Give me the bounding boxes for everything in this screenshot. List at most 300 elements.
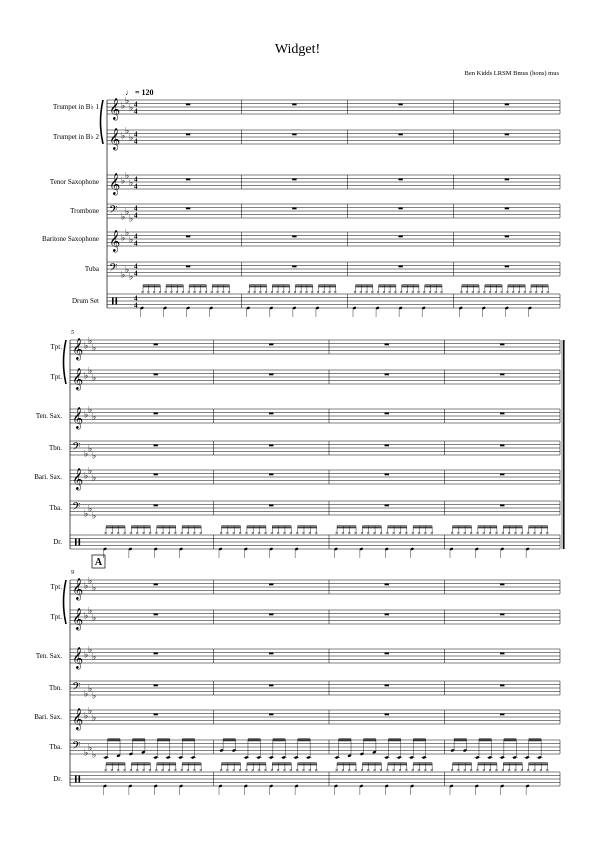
instrument-label: Tenor Saxophone (49, 178, 99, 186)
whole-rest-icon (154, 474, 158, 476)
hihat-note: × (422, 290, 427, 296)
whole-rest-icon (385, 505, 389, 507)
whole-rest-icon (385, 653, 389, 655)
hihat-note: × (470, 290, 475, 296)
hihat-note: × (154, 768, 159, 774)
system-2 (34, 330, 564, 558)
flat-icon: ♭ (92, 473, 97, 484)
whole-rest-icon (500, 344, 504, 346)
hihat-note: × (398, 531, 402, 537)
hihat-note: × (494, 768, 499, 774)
whole-rest-icon (269, 505, 273, 507)
flat-icon: ♭ (88, 684, 93, 695)
hihat-note: × (423, 531, 428, 537)
hihat-note: × (227, 290, 231, 296)
staff-tpt (53, 126, 560, 151)
hihat-note: × (316, 290, 320, 296)
flat-icon: ♭ (88, 336, 93, 347)
treble-clef-icon: 𝄞 (109, 128, 121, 150)
hihat-note: × (399, 290, 404, 296)
hihat-note: × (215, 290, 220, 296)
hihat-note: × (129, 531, 133, 537)
hihat-note: × (532, 531, 537, 537)
whole-rest-icon (269, 614, 273, 616)
hihat-note: × (204, 290, 208, 296)
instrument-label: Dr. (53, 775, 62, 783)
hihat-note: × (116, 531, 121, 537)
whole-rest-icon (154, 614, 158, 616)
whole-rest-icon (269, 374, 273, 376)
percussion-clef-icon (112, 298, 114, 305)
whole-rest-icon (505, 236, 509, 238)
hihat-note: × (428, 290, 432, 296)
whole-rest-icon (505, 208, 509, 210)
staff-barisax (34, 466, 560, 491)
hihat-note: × (423, 768, 428, 774)
hihat-note: × (263, 768, 268, 774)
hihat-note: × (404, 768, 409, 774)
treble-clef-icon: 𝄞 (109, 173, 121, 195)
hihat-note: × (250, 531, 255, 537)
staff-dr (72, 285, 560, 317)
whole-rest-icon (385, 714, 389, 716)
time-signature-top: 4 (134, 262, 138, 271)
flat-icon: ♭ (125, 96, 130, 107)
whole-rest-icon (186, 236, 190, 238)
staff-dr (53, 526, 560, 558)
instrument-label: Dr. (53, 538, 62, 546)
flat-icon: ♭ (84, 471, 89, 482)
treble-clef-icon: 𝄞 (72, 647, 84, 669)
treble-clef-icon: 𝄞 (72, 468, 84, 490)
hihat-note: × (469, 768, 474, 774)
hihat-note: × (360, 768, 364, 774)
hihat-note: × (364, 290, 369, 296)
measure-number: 5 (71, 330, 74, 336)
hihat-note: × (154, 531, 159, 537)
whole-rest-icon (292, 134, 296, 136)
hihat-note: × (141, 768, 146, 774)
flat-icon: ♭ (92, 583, 97, 594)
flat-icon: ♭ (88, 405, 93, 416)
hihat-note: × (269, 531, 274, 537)
system-3 (34, 555, 560, 795)
whole-rest-icon (292, 208, 296, 210)
flat-icon: ♭ (129, 103, 134, 114)
hihat-note: × (450, 768, 454, 774)
hihat-note: × (314, 768, 319, 774)
flat-icon: ♭ (125, 126, 130, 137)
flat-icon: ♭ (88, 366, 93, 377)
trumpet-brace (101, 100, 104, 144)
whole-rest-icon (505, 179, 509, 181)
hihat-note: × (157, 290, 162, 296)
rehearsal-mark: A (94, 557, 103, 568)
hihat-note: × (353, 290, 357, 296)
hihat-note: × (511, 290, 516, 296)
treble-clef-icon: 𝄞 (109, 98, 121, 120)
hihat-note: × (225, 768, 230, 774)
hihat-note: × (499, 290, 504, 296)
hihat-note: × (152, 290, 157, 296)
hihat-note: × (238, 768, 243, 774)
hihat-note: × (122, 531, 127, 537)
hihat-note: × (175, 290, 180, 296)
instrument-label: Drum Set (71, 297, 99, 305)
time-signature-top: 4 (134, 175, 138, 184)
hihat-note: × (545, 531, 550, 537)
hihat-note: × (341, 531, 345, 537)
whole-rest-icon (186, 179, 190, 181)
hihat-note: × (231, 531, 236, 537)
whole-rest-icon (500, 653, 504, 655)
instrument-label: Baritone Saxophone (42, 235, 99, 243)
whole-rest-icon (269, 445, 273, 447)
instrument-label: Ten. Sax. (35, 412, 62, 420)
flat-icon: ♭ (84, 689, 89, 700)
hihat-note: × (198, 531, 203, 537)
hihat-note: × (225, 531, 230, 537)
instrument-label: Trombone (70, 207, 99, 215)
staff-tpt (51, 366, 560, 391)
whole-rest-icon (500, 474, 504, 476)
hihat-note: × (308, 531, 312, 537)
hihat-note: × (526, 531, 531, 537)
whole-rest-icon (505, 104, 509, 106)
time-signature-top: 4 (134, 100, 138, 109)
hihat-note: × (295, 531, 300, 537)
whole-rest-icon (269, 474, 273, 476)
whole-rest-icon (500, 614, 504, 616)
flat-icon: ♭ (121, 176, 126, 187)
instrument-label: Tba. (49, 504, 62, 512)
hihat-note: × (347, 531, 352, 537)
hihat-note: × (186, 290, 191, 296)
hihat-note: × (298, 290, 303, 296)
whole-rest-icon (385, 344, 389, 346)
hihat-note: × (358, 290, 363, 296)
hihat-note: × (475, 531, 480, 537)
hihat-note: × (148, 768, 152, 774)
staff-tba (49, 739, 560, 760)
instrument-label: Tpt. (50, 373, 62, 381)
flat-icon: ♭ (84, 650, 89, 661)
instrument-label: Tpt. (50, 613, 62, 621)
hihat-note: × (282, 531, 287, 537)
hihat-note: × (545, 290, 550, 296)
flat-icon: ♭ (92, 373, 97, 384)
hihat-note: × (192, 531, 197, 537)
treble-clef-icon: 𝄞 (109, 230, 121, 252)
whole-rest-icon (500, 413, 504, 415)
time-signature-bottom: 4 (134, 182, 138, 191)
whole-rest-icon (505, 266, 509, 268)
whole-rest-icon (269, 413, 273, 415)
hihat-note: × (429, 768, 434, 774)
hihat-note: × (476, 290, 481, 296)
instrument-label: Ten. Sax. (35, 652, 62, 660)
hihat-note: × (160, 531, 165, 537)
hihat-note: × (353, 531, 358, 537)
whole-rest-icon (500, 685, 504, 687)
hihat-note: × (252, 290, 257, 296)
whole-rest-icon (269, 685, 273, 687)
whole-rest-icon (269, 653, 273, 655)
staff-dr (53, 763, 560, 795)
whole-rest-icon (398, 179, 402, 181)
staff-tpt (51, 576, 560, 601)
hihat-note: × (148, 531, 152, 537)
time-signature-bottom: 4 (134, 239, 138, 248)
hihat-note: × (500, 768, 505, 774)
whole-rest-icon (154, 653, 158, 655)
hihat-note: × (276, 768, 281, 774)
whole-rest-icon (398, 236, 402, 238)
hihat-note: × (416, 290, 421, 296)
hihat-note: × (221, 290, 226, 296)
percussion-clef-icon (79, 539, 81, 546)
hihat-note: × (379, 768, 383, 774)
hihat-note: × (179, 531, 184, 537)
hihat-note: × (295, 768, 300, 774)
hihat-note: × (110, 768, 114, 774)
bass-clef-icon: 𝄢 (72, 501, 81, 516)
hihat-note: × (507, 768, 512, 774)
hihat-note: × (410, 290, 415, 296)
hihat-note: × (540, 290, 544, 296)
flat-icon: ♭ (125, 265, 130, 276)
flat-icon: ♭ (88, 576, 93, 587)
staff-tpt (51, 336, 560, 361)
whole-rest-icon (154, 505, 158, 507)
hihat-note: × (385, 531, 390, 537)
hihat-note: × (500, 531, 505, 537)
flat-icon: ♭ (84, 611, 89, 622)
hihat-note: × (257, 768, 262, 774)
hihat-note: × (450, 531, 454, 537)
hihat-note: × (379, 531, 383, 537)
flat-icon: ♭ (121, 131, 126, 142)
hihat-note: × (519, 531, 524, 537)
flat-icon: ♭ (129, 214, 134, 225)
hihat-note: × (410, 768, 415, 774)
hihat-note: × (488, 768, 493, 774)
hihat-note: × (263, 531, 268, 537)
treble-clef-icon: 𝄞 (72, 608, 84, 630)
whole-rest-icon (154, 374, 158, 376)
staff-barisax (42, 228, 560, 253)
staff-tba (85, 262, 560, 282)
instrument-label: Bari. Sax. (34, 713, 62, 721)
whole-rest-icon (500, 505, 504, 507)
hihat-note: × (110, 531, 114, 537)
hihat-note: × (482, 290, 487, 296)
time-signature-top: 4 (134, 294, 138, 303)
bass-clef-icon: 𝄢 (72, 441, 81, 456)
hihat-note: × (370, 290, 375, 296)
hihat-note: × (135, 531, 140, 537)
hihat-note: × (417, 531, 421, 537)
flat-icon: ♭ (92, 451, 97, 462)
hihat-note: × (308, 768, 312, 774)
hihat-note: × (141, 531, 146, 537)
treble-clef-icon: 𝄞 (72, 578, 84, 600)
composer-credit: Ben Kidds LRSM Bmus (hons) mus (464, 70, 559, 77)
bass-clef-icon: 𝄢 (109, 262, 118, 277)
percussion-clef-icon (75, 776, 77, 783)
flat-icon: ♭ (129, 272, 134, 283)
flat-icon: ♭ (92, 713, 97, 724)
instrument-label: Tbn. (48, 444, 62, 452)
whole-rest-icon (385, 685, 389, 687)
whole-rest-icon (385, 445, 389, 447)
hihat-note: × (173, 531, 178, 537)
whole-rest-icon (398, 208, 402, 210)
whole-rest-icon (505, 134, 509, 136)
hihat-note: × (198, 768, 203, 774)
hihat-note: × (465, 290, 469, 296)
hihat-note: × (140, 290, 145, 296)
hihat-note: × (192, 768, 197, 774)
hihat-note: × (258, 290, 263, 296)
hihat-note: × (186, 531, 190, 537)
treble-clef-icon: 𝄞 (72, 708, 84, 730)
hihat-note: × (270, 290, 274, 296)
hihat-note: × (385, 768, 390, 774)
hihat-note: × (439, 290, 444, 296)
bass-clef-icon: 𝄢 (109, 204, 118, 219)
whole-rest-icon (292, 236, 296, 238)
percussion-clef-icon (116, 298, 118, 305)
hihat-note: × (219, 531, 223, 537)
hihat-note: × (475, 768, 480, 774)
score-title: Widget! (274, 42, 321, 57)
hihat-note: × (269, 768, 274, 774)
hihat-note: × (494, 290, 498, 296)
hihat-note: × (522, 290, 527, 296)
whole-rest-icon (385, 474, 389, 476)
hihat-note: × (481, 768, 486, 774)
treble-clef-icon: 𝄞 (72, 407, 84, 429)
instrument-label: Tbn. (48, 684, 62, 692)
hihat-note: × (462, 531, 467, 537)
hihat-note: × (513, 531, 518, 537)
treble-clef-icon: 𝄞 (72, 368, 84, 390)
percussion-clef-icon (79, 776, 81, 783)
hihat-note: × (179, 768, 184, 774)
hihat-note: × (539, 531, 543, 537)
measure-number: 9 (71, 570, 74, 576)
percussion-clef-icon (75, 539, 77, 546)
hihat-note: × (404, 531, 409, 537)
hihat-note: × (264, 290, 269, 296)
flat-icon: ♭ (88, 606, 93, 617)
hihat-note: × (505, 290, 510, 296)
hihat-note: × (304, 290, 309, 296)
hihat-note: × (301, 531, 306, 537)
hihat-note: × (347, 768, 352, 774)
whole-rest-icon (269, 584, 273, 586)
hihat-note: × (382, 290, 386, 296)
hihat-note: × (539, 768, 543, 774)
whole-rest-icon (292, 179, 296, 181)
hihat-note: × (186, 768, 190, 774)
hihat-note: × (534, 290, 539, 296)
hihat-note: × (456, 768, 461, 774)
hihat-note: × (281, 290, 286, 296)
bass-clef-icon: 𝄢 (72, 681, 81, 696)
whole-rest-icon (500, 714, 504, 716)
instrument-label: Tuba (84, 265, 99, 273)
flat-icon: ♭ (84, 410, 89, 421)
flat-icon: ♭ (84, 341, 89, 352)
time-signature-bottom: 4 (134, 107, 138, 116)
hihat-note: × (469, 531, 474, 537)
whole-rest-icon (500, 584, 504, 586)
time-signature-bottom: 4 (134, 269, 138, 278)
hihat-note: × (129, 768, 133, 774)
flat-icon: ♭ (88, 444, 93, 455)
whole-rest-icon (385, 374, 389, 376)
staff-tensax (36, 405, 560, 430)
hihat-note: × (433, 290, 438, 296)
hihat-note: × (238, 531, 243, 537)
hihat-note: × (103, 768, 108, 774)
hihat-note: × (366, 531, 371, 537)
whole-rest-icon (186, 104, 190, 106)
hihat-note: × (405, 290, 409, 296)
flat-icon: ♭ (121, 101, 126, 112)
treble-clef-icon: 𝄞 (72, 338, 84, 360)
hihat-note: × (494, 531, 499, 537)
hihat-note: × (219, 768, 223, 774)
hihat-note: × (198, 290, 203, 296)
instrument-label: Tpt. (50, 583, 62, 591)
time-signature-bottom: 4 (134, 137, 138, 146)
time-signature-bottom: 4 (134, 301, 138, 310)
hihat-note: × (103, 531, 108, 537)
staff-tensax (50, 171, 560, 196)
hihat-note: × (532, 768, 537, 774)
hihat-note: × (334, 768, 339, 774)
flat-icon: ♭ (121, 270, 126, 281)
hihat-note: × (250, 768, 255, 774)
hihat-note: × (360, 531, 364, 537)
flat-icon: ♭ (92, 412, 97, 423)
hihat-note: × (160, 768, 165, 774)
hihat-note: × (462, 768, 467, 774)
hihat-note: × (376, 290, 381, 296)
hihat-note: × (257, 531, 262, 537)
flat-icon: ♭ (88, 466, 93, 477)
instrument-label: Trumpet in B♭ 1 (52, 103, 99, 111)
whole-rest-icon (269, 714, 273, 716)
whole-rest-icon (398, 104, 402, 106)
hihat-note: × (301, 768, 306, 774)
whole-rest-icon (154, 344, 158, 346)
hihat-note: × (333, 290, 338, 296)
hihat-note: × (231, 768, 236, 774)
hihat-note: × (163, 290, 168, 296)
staff-barisax (34, 706, 560, 731)
hihat-note: × (135, 768, 140, 774)
flat-icon: ♭ (129, 178, 134, 189)
flat-icon: ♭ (121, 233, 126, 244)
time-signature-bottom: 4 (134, 211, 138, 220)
flat-icon: ♭ (84, 509, 89, 520)
hihat-note: × (244, 531, 249, 537)
flat-icon: ♭ (125, 207, 130, 218)
